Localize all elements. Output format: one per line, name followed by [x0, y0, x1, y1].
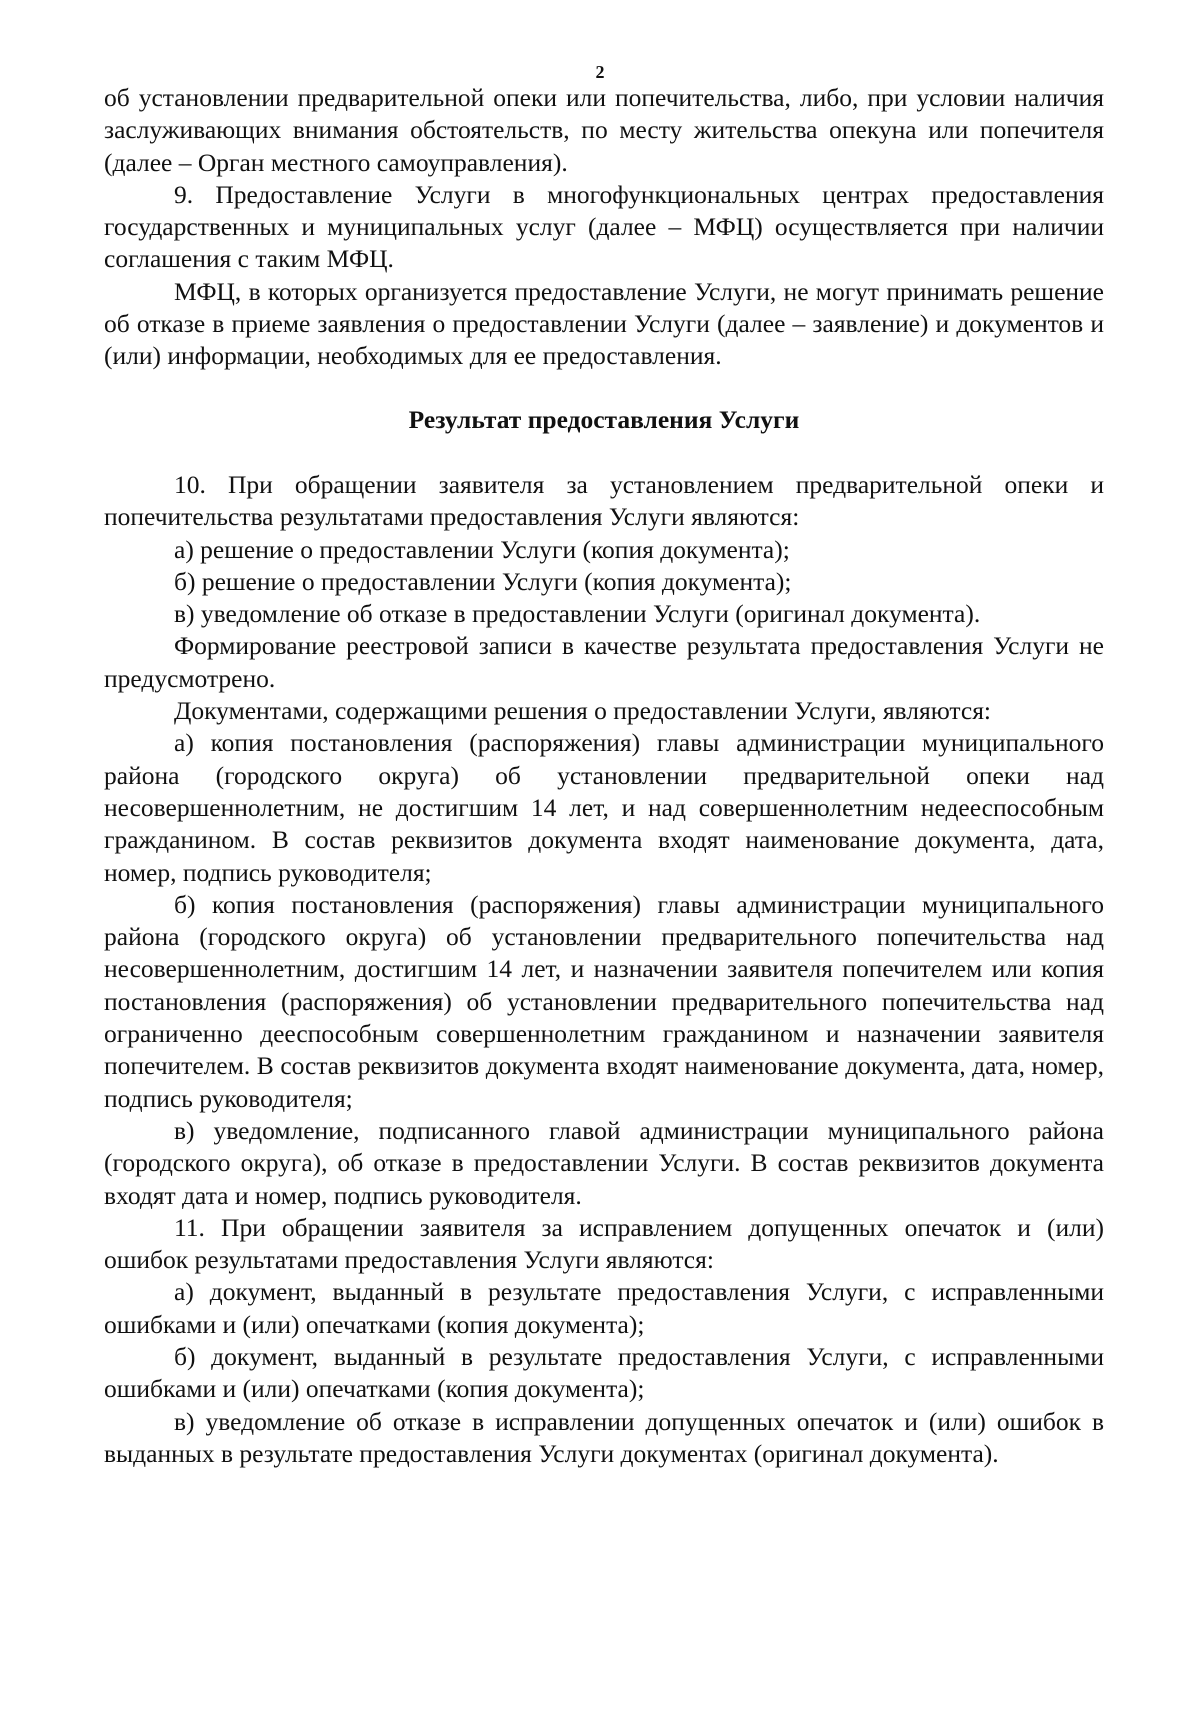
list-item-10a: а) решение о предоставлении Услуги (копия документа); — [174, 534, 790, 564]
list-item-11a: а) документ, выданный в результате предоставления Услуги, с исправленными ошибками и (или) опечатками (копия документа); — [104, 1277, 1104, 1339]
list-item-11c: в) уведомление об отказе в исправлении допущенных опечаток и (или) ошибок в выданных в результате предоставления Услуги документах (оригинал документа). — [104, 1406, 1104, 1468]
paragraph-mfc: МФЦ, в которых организуется предоставление Услуги, не могут принимать решение об отказе в приеме заявления о предоставлении Услуги (далее – заявление) и документов и (или) информации, необходимых для ее предоставления. — [104, 276, 1104, 371]
list-item-10c: в) уведомление об отказе в предоставлении Услуги (оригинал документа). — [174, 599, 981, 629]
list-item-11b: б) документ, выданный в результате предоставления Услуги, с исправленными ошибками и (или) опечатками (копия документа); — [104, 1341, 1104, 1404]
paragraph-registry: Формирование реестровой записи в качестве результата предоставления Услуги не предусмотрено. — [104, 631, 1104, 693]
list-item-docs-b: б) копия постановления (распоряжения) главы администрации муниципального района (городского округа) об установлении предварительного попечительства над несовершеннолетним, достигшим 14 лет, и назначении заявителя попечителем или копия постановления (распоряжения) об установлении предварительного попечительства над ограниченно дееспособным совершеннолетним гражданином и назначении заявителя попечителем. В состав реквизитов документа входят наименование документа, дата, номер, подпись руководителя; — [104, 889, 1104, 1113]
list-item-docs-a: а) копия постановления (распоряжения) главы администрации муниципального района (городского округа) об установлении предварительной опеки над несовершеннолетним, не достигшим 14 лет, и над совершеннолетним недееспособным гражданином. В состав реквизитов документа входят наименование документа, дата, номер, подпись руководителя; — [104, 728, 1104, 887]
page-number: 2 — [595, 62, 605, 82]
document-body — [104, 82, 1104, 1470]
list-item-docs-c: в) уведомление, подписанного главой администрации муниципального района (городского округа), об отказе в предоставлении Услуги. В состав реквизитов документа входят дата и номер, подпись руководителя. — [104, 1115, 1104, 1210]
paragraph-10: 10. При обращении заявителя за установлением предварительной опеки и попечительства результатами предоставления Услуги являются: — [104, 469, 1104, 532]
paragraph-11: 11. При обращении заявителя за исправлением допущенных опечаток и (или) ошибок результатами предоставления Услуги являются: — [104, 1212, 1104, 1275]
list-item-10b: б) решение о предоставлении Услуги (копия документа); — [174, 566, 792, 596]
section-heading: Результат предоставления Услуги — [408, 404, 800, 434]
paragraph-continuation: об установлении предварительной опеки или попечительства, либо, при условии наличия заслуживающих внимания обстоятельств, по месту жительства опекуна или попечителя (далее – Орган местного самоуправления). — [104, 83, 1104, 177]
paragraph-9: 9. Предоставление Услуги в многофункциональных центрах предоставления государственных и муниципальных услуг (далее – МФЦ) осуществляется при наличии соглашения с таким МФЦ. — [104, 179, 1104, 274]
paragraph-documents: Документами, содержащими решения о предоставлении Услуги, являются: — [174, 696, 992, 726]
